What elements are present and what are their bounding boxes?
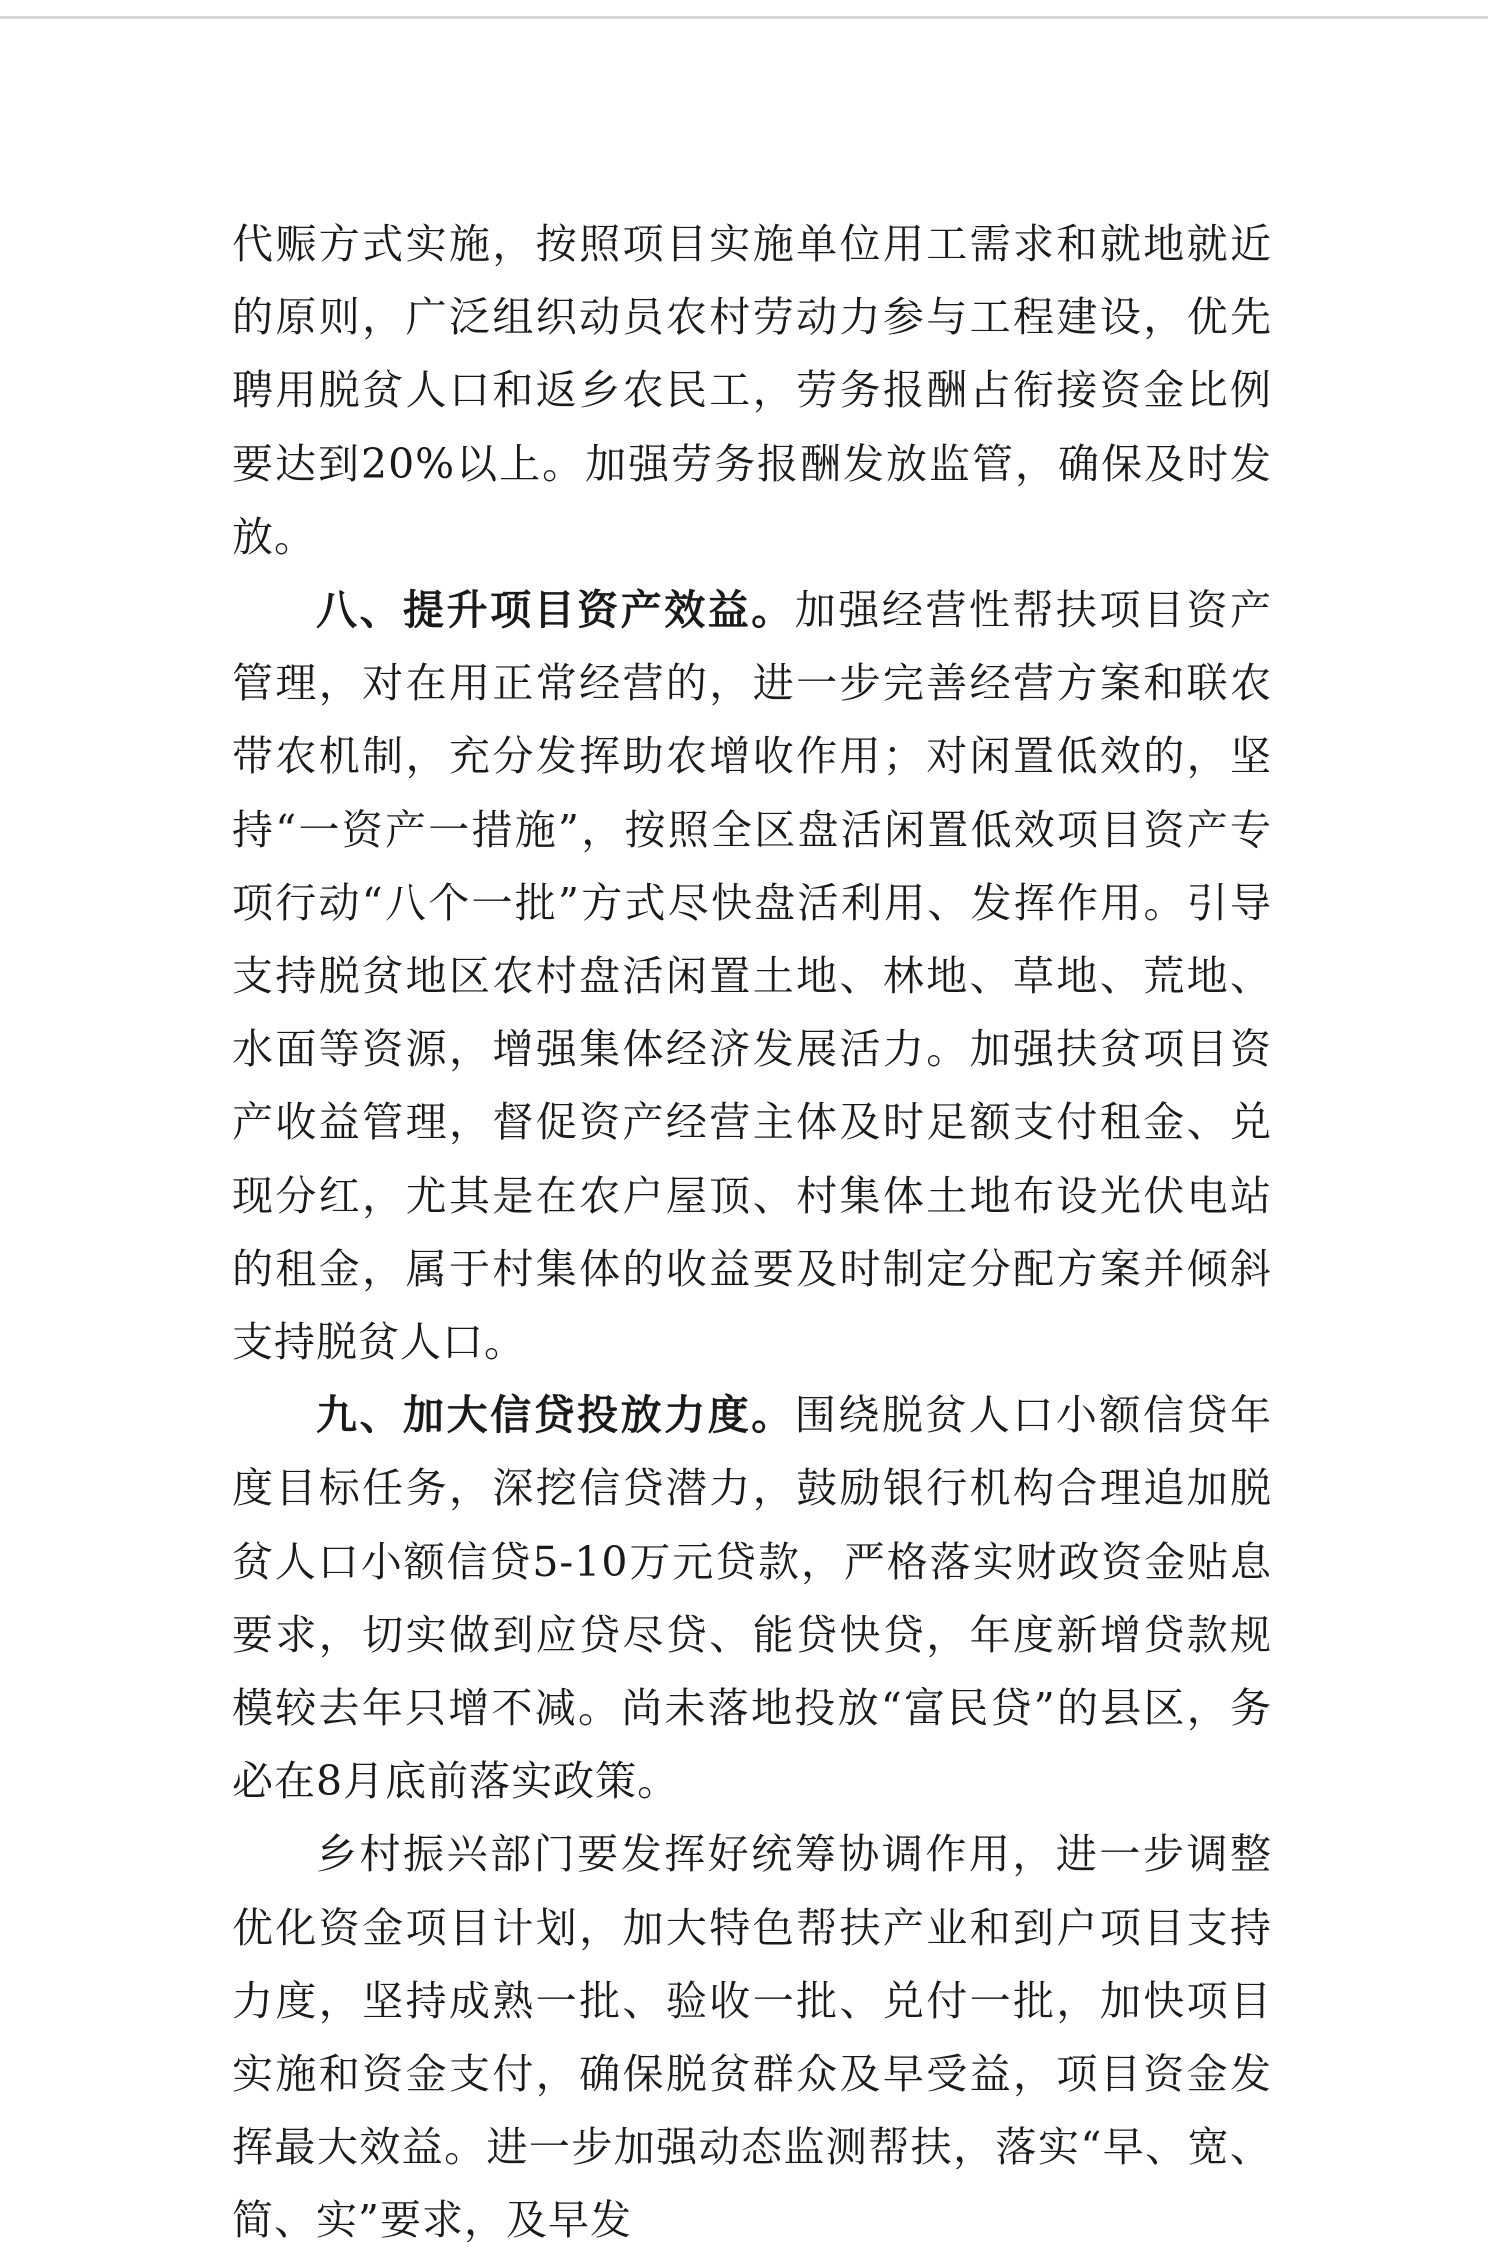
paragraph-text: 加强经营性帮扶项目资产管理，对在用正常经营的，进一步完善经营方案和联农带农机制，充分发挥助农增收作用；对闲置低效的，坚持“一资产一措施”，按照全区盘活闲置低效项目资产专项行动“八个一批”方式尽快盘活利用、发挥作用。引导支持脱贫地区农村盘活闲置土地、林地、草地、荒地、水面等资源，增强集体经济发展活力。加强扶贫项目资产收益管理，督促资产经营主体及时足额支付租金、兑现分红，尤其是在农户屋顶、村集体土地布设光伏电站的租金，属于村集体的收益要及时制定分配方案并倾斜支持脱贫人口。	[232, 586, 1273, 1367]
paragraph-text: 代赈方式实施，按照项目实施单位用工需求和就地就近的原则，广泛组织动员农村劳动力参与工程建设，优先聘用脱贫人口和返乡农民工，劳务报酬占衔接资金比例要达到20%以上。加强劳务报酬发放监管，确保及时发放。	[232, 220, 1272, 561]
paragraph-text: 乡村振兴部门要发挥好统筹协调作用，进一步调整优化资金项目计划，加大特色帮扶产业和到户项目支持力度，坚持成熟一批、验收一批、兑付一批，加快项目实施和资金支付，确保脱贫群众及早受益，项目资金发挥最大效益。进一步加强动态监测帮扶，落实“早、宽、简、实”要求，及早发	[232, 1830, 1272, 2245]
paragraph-section-9	[232, 1379, 1272, 1818]
body-text	[232, 208, 1272, 2258]
paragraph-continuation	[232, 208, 1272, 574]
paragraph-closing	[232, 1818, 1272, 2257]
section-heading-9: 九、加大信贷投放力度。	[316, 1391, 795, 1440]
paragraph-section-8	[232, 574, 1272, 1379]
paragraph-text: 围绕脱贫人口小额信贷年度目标任务，深挖信贷潜力，鼓励银行机构合理追加脱贫人口小额信贷5-10万元贷款，严格落实财政资金贴息要求，切实做到应贷尽贷、能贷快贷，年度新增贷款规模较去年只增不减。尚未落地投放“富民贷”的县区，务必在8月底前落实政策。	[232, 1391, 1273, 1806]
section-heading-8: 八、提升项目资产效益。	[316, 586, 795, 635]
scan-top-edge	[0, 16, 1488, 19]
